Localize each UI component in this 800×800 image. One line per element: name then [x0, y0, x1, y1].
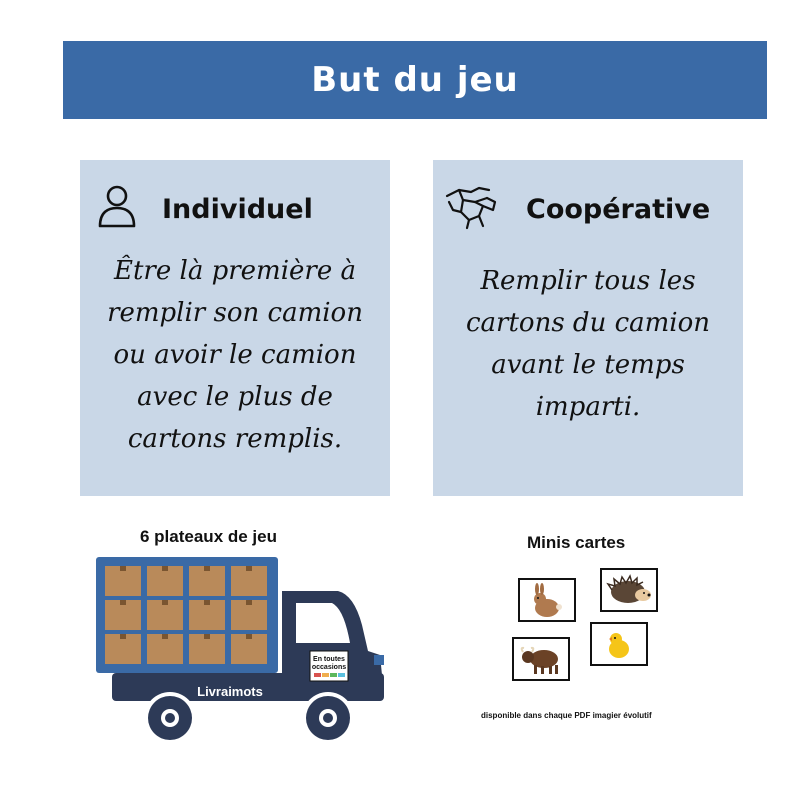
mode-description: Être là première à remplir son camion ou avoir le camion avec le plus de cartons remplis. [107, 256, 363, 454]
page-title: But du jeu [311, 60, 519, 100]
person-icon [94, 184, 140, 228]
hedgehog-image [602, 570, 656, 610]
yak-image [514, 639, 568, 679]
stacked-hands-icon [443, 180, 499, 230]
mode-title: Individuel [162, 194, 313, 225]
mode-description: Remplir tous les cartons du camion avant le temps imparti. [465, 266, 711, 422]
truck-illustration [92, 555, 392, 750]
mini-cards-label: Minis cartes [527, 533, 626, 552]
game-boards-label: 6 plateaux de jeu [140, 527, 277, 546]
mode-card-cooperative [433, 160, 743, 496]
truck-sign-line2: occasions [311, 664, 347, 671]
mini-card-hedgehog [600, 568, 658, 612]
mini-card-chick [590, 622, 648, 666]
truck-sign-line1: En toutes [313, 656, 345, 663]
mini-card-rabbit [518, 578, 576, 622]
mode-title: Coopérative [526, 194, 711, 225]
availability-note: disponible dans chaque PDF imagier évolutif [481, 711, 652, 720]
truck-wheel-back [144, 692, 196, 744]
card-header [80, 180, 390, 225]
truck-name: Livraimots [197, 684, 263, 699]
header-banner [63, 41, 767, 119]
mini-card-yak [512, 637, 570, 681]
chick-image [592, 624, 646, 664]
card-header [433, 180, 743, 225]
truck-sign [310, 651, 348, 681]
truck-wheel-front [302, 692, 354, 744]
rabbit-image [520, 580, 574, 620]
mode-card-individuel [80, 160, 390, 496]
